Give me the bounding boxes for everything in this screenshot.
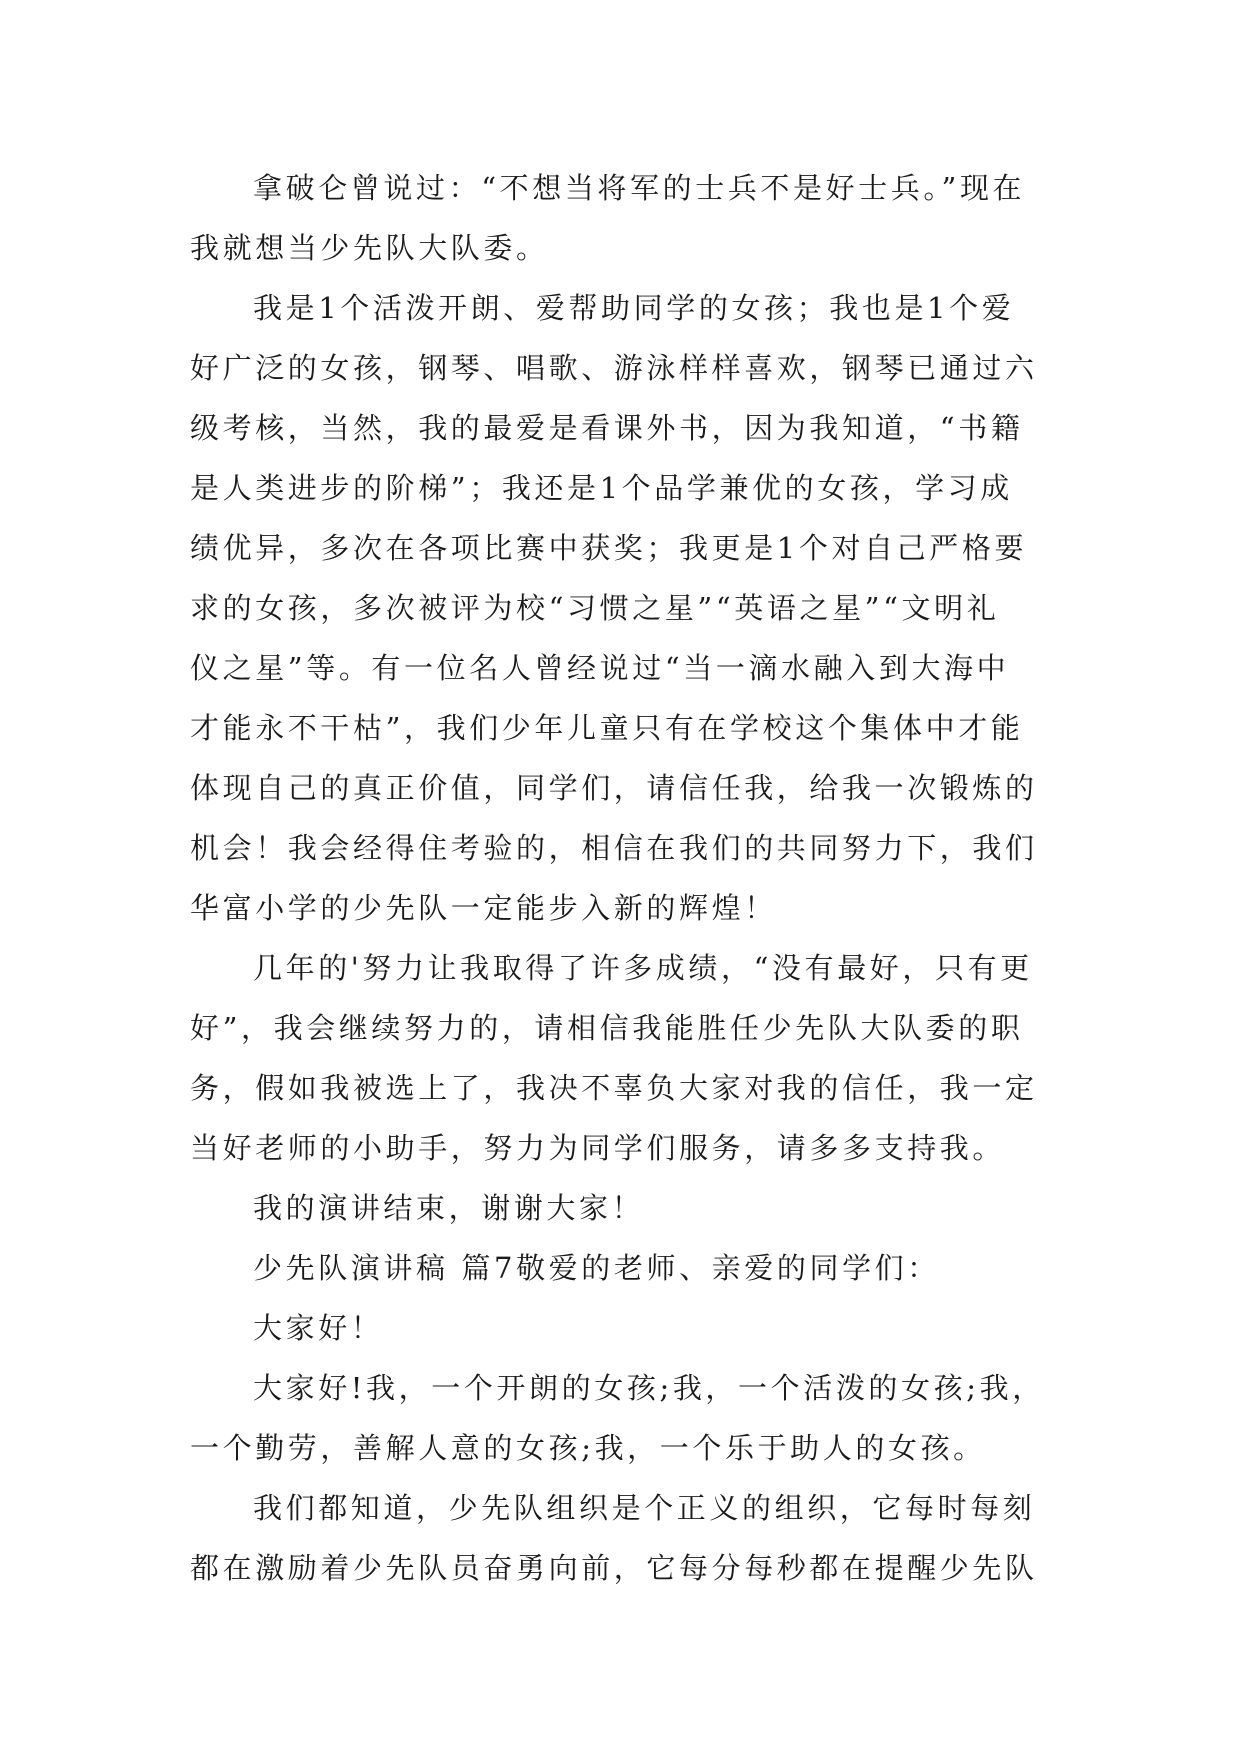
section-heading-line: 少先队演讲稿 篇7敬爱的老师、亲爱的同学们：	[253, 1251, 940, 1285]
text-line: 都在激励着少先队员奋勇向前，它每分每秒都在提醒少先队	[190, 1551, 1038, 1585]
text-line: 我是1个活泼开朗、爱帮助同学的女孩；我也是1个爱	[253, 291, 1015, 325]
text-line: 拿破仑曾说过：“不想当将军的士兵不是好士兵。”现在	[253, 171, 1026, 205]
text-line: 是人类进步的阶梯”；我还是1个品学兼优的女孩，学习成	[190, 471, 1013, 505]
document-body	[190, 158, 1052, 1598]
text-line: 才能永不干枯”，我们少年儿童只有在学校这个集体中才能	[190, 711, 1024, 745]
text-line: 求的女孩，多次被评为校“习惯之星”“英语之星”“文明礼	[190, 591, 1000, 625]
text-line: 机会！我会经得住考验的，相信在我们的共同努力下，我们	[190, 831, 1038, 865]
text-line: 绩优异，多次在各项比赛中获奖；我更是1个对自己严格要	[190, 531, 1028, 565]
text-line: 仪之星”等。有一位名人曾经说过“当一滴水融入到大海中	[190, 651, 1010, 685]
text-line: 好”，我会继续努力的，请相信我能胜任少先队大队委的职	[190, 1011, 1024, 1045]
text-line: 务，假如我被选上了，我决不辜负大家对我的信任，我一定	[190, 1071, 1038, 1105]
text-line: 当好老师的小助手，努力为同学们服务，请多多支持我。	[190, 1131, 1006, 1165]
text-line: 大家好!我，一个开朗的女孩;我，一个活泼的女孩;我，	[253, 1371, 1045, 1405]
text-line: 体现自己的真正价值，同学们，请信任我，给我一次锻炼的	[190, 771, 1038, 805]
text-line: 我们都知道，少先队组织是个正义的组织，它每时每刻	[253, 1491, 1036, 1525]
text-line: 大家好！	[253, 1311, 384, 1345]
text-line: 级考核，当然，我的最爱是看课外书，因为我知道，“书籍	[190, 411, 1024, 445]
text-line: 华富小学的少先队一定能步入新的辉煌！	[190, 891, 777, 925]
text-line: 我就想当少先队大队委。	[190, 231, 549, 265]
text-line: 几年的'努力让我取得了许多成绩，“没有最好，只有更	[253, 951, 1033, 985]
text-line: 一个勤劳，善解人意的女孩;我，一个乐于助人的女孩。	[190, 1431, 986, 1465]
text-line: 我的演讲结束，谢谢大家！	[253, 1191, 645, 1225]
text-line: 好广泛的女孩，钢琴、唱歌、游泳样样喜欢，钢琴已通过六	[190, 351, 1038, 385]
